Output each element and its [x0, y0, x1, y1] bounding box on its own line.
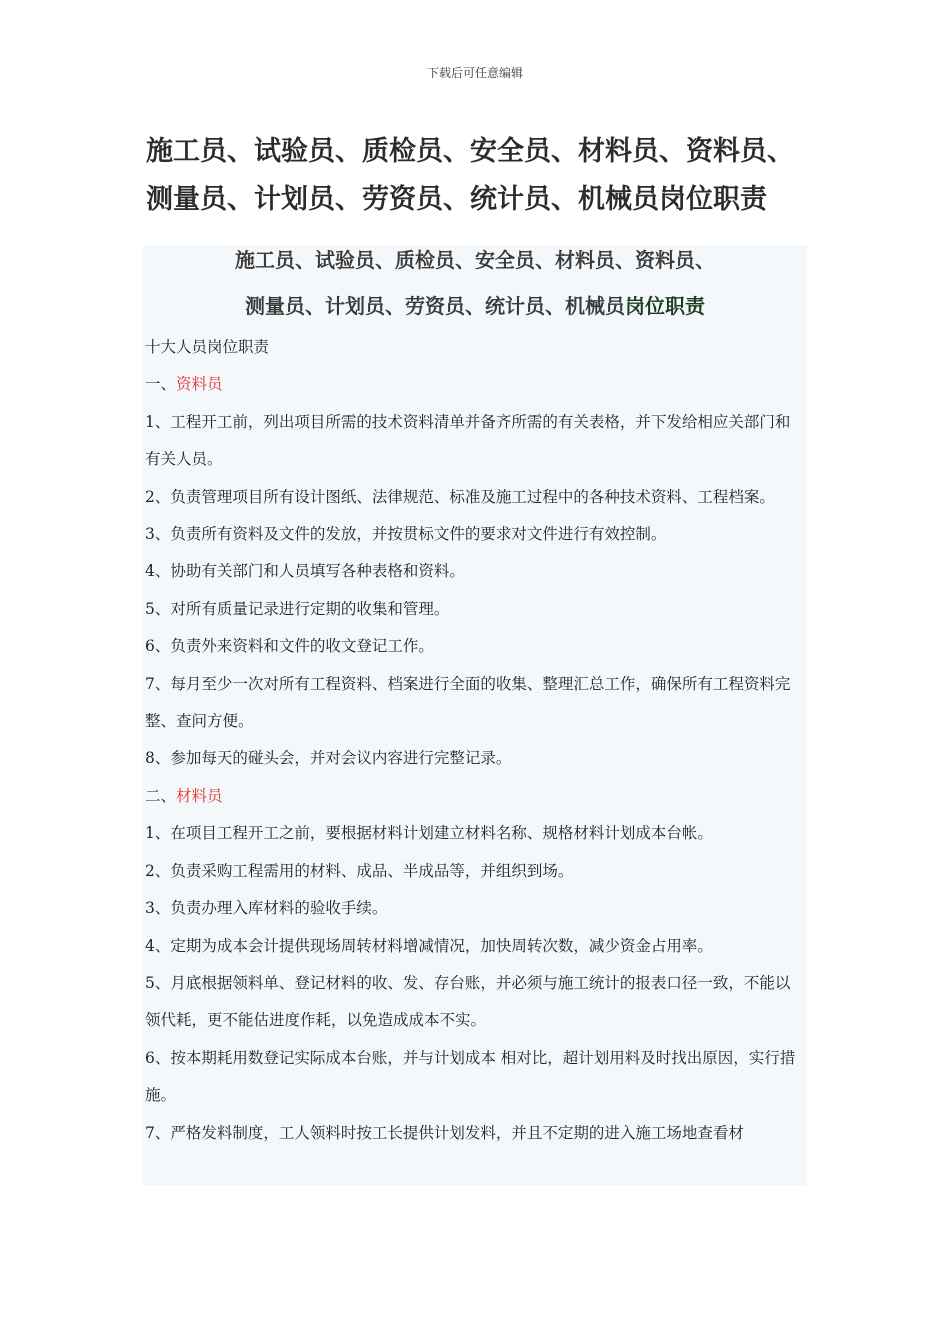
list-item: 6、按本期耗用数登记实际成本台账，并与计划成本 相对比，超计划用料及时找出原因，实行措施。 — [145, 1048, 796, 1105]
section-heading-2 — [145, 778, 805, 815]
subtitle — [143, 245, 807, 329]
list-item: 1、工程开工前，列出项目所需的技术资料清单并备齐所需的有关表格，并下发给相应关部门和有关人员。 — [145, 412, 791, 469]
list-item: 5、对所有质量记录进行定期的收集和管理。 — [145, 599, 450, 618]
subtitle-line-2-text: 测量员、计划员、劳资员、统计员、机械员 — [245, 294, 625, 318]
title-line-2: 测量员、计划员、劳资员、统计员、机械员岗位职责 — [146, 184, 767, 215]
list-item: 5、月底根据领料单、登记材料的收、发、存台账，并必须与施工统计的报表口径一致，不能以领代耗，更不能估进度作耗，以免造成成本不实。 — [145, 973, 791, 1030]
subtitle-line-1: 施工员、试验员、质检员、安全员、材料员、资料员、 — [235, 248, 715, 272]
list-item: 3、负责所有资料及文件的发放，并按贯标文件的要求对文件进行有效控制。 — [145, 525, 667, 544]
content-panel — [143, 245, 807, 1185]
list-item: 6、负责外来资料和文件的收文登记工作。 — [145, 637, 434, 656]
section-number: 一、 — [145, 375, 177, 394]
list-item: 8、参加每天的碰头会，并对会议内容进行完整记录。 — [145, 749, 512, 768]
list-item: 7、每月至少一次对所有工程资料、档案进行全面的收集、整理汇总工作，确保所有工程资料完整、查问方便。 — [145, 674, 791, 731]
list-item: 4、协助有关部门和人员填写各种表格和资料。 — [145, 562, 465, 581]
list-item: 2、负责管理项目所有设计图纸、法律规范、标准及施工过程中的各种技术资料、工程档案。 — [145, 487, 775, 506]
list-item: 2、负责采购工程需用的材料、成品、半成品等，并组织到场。 — [145, 861, 574, 880]
document-title — [146, 128, 846, 224]
document-body — [143, 329, 807, 1152]
list-item: 7、严格发料制度，工人领料时按工长提供计划发料，并且不定期的进入施工场地查看材 — [145, 1123, 744, 1142]
subtitle-accent: 岗位职责 — [625, 294, 705, 318]
subtitle-line-2 — [143, 283, 807, 329]
section-heading-1 — [145, 366, 805, 403]
list-item: 1、在项目工程开工之前，要根据材料计划建立材料名称、规格材料计划成本台帐。 — [145, 824, 713, 843]
section-name: 材料员 — [176, 786, 223, 805]
section-name: 资料员 — [176, 375, 223, 394]
list-item: 3、负责办理入库材料的验收手续。 — [145, 899, 388, 918]
intro-text: 十大人员岗位职责 — [145, 338, 270, 356]
header-note: 下载后可任意编辑 — [426, 66, 523, 80]
list-item: 4、定期为成本会计提供现场周转材料增减情况，加快周转次数，减少资金占用率。 — [145, 936, 713, 955]
title-line-1: 施工员、试验员、质检员、安全员、材料员、资料员、 — [146, 136, 794, 167]
section-number: 二、 — [145, 786, 177, 805]
